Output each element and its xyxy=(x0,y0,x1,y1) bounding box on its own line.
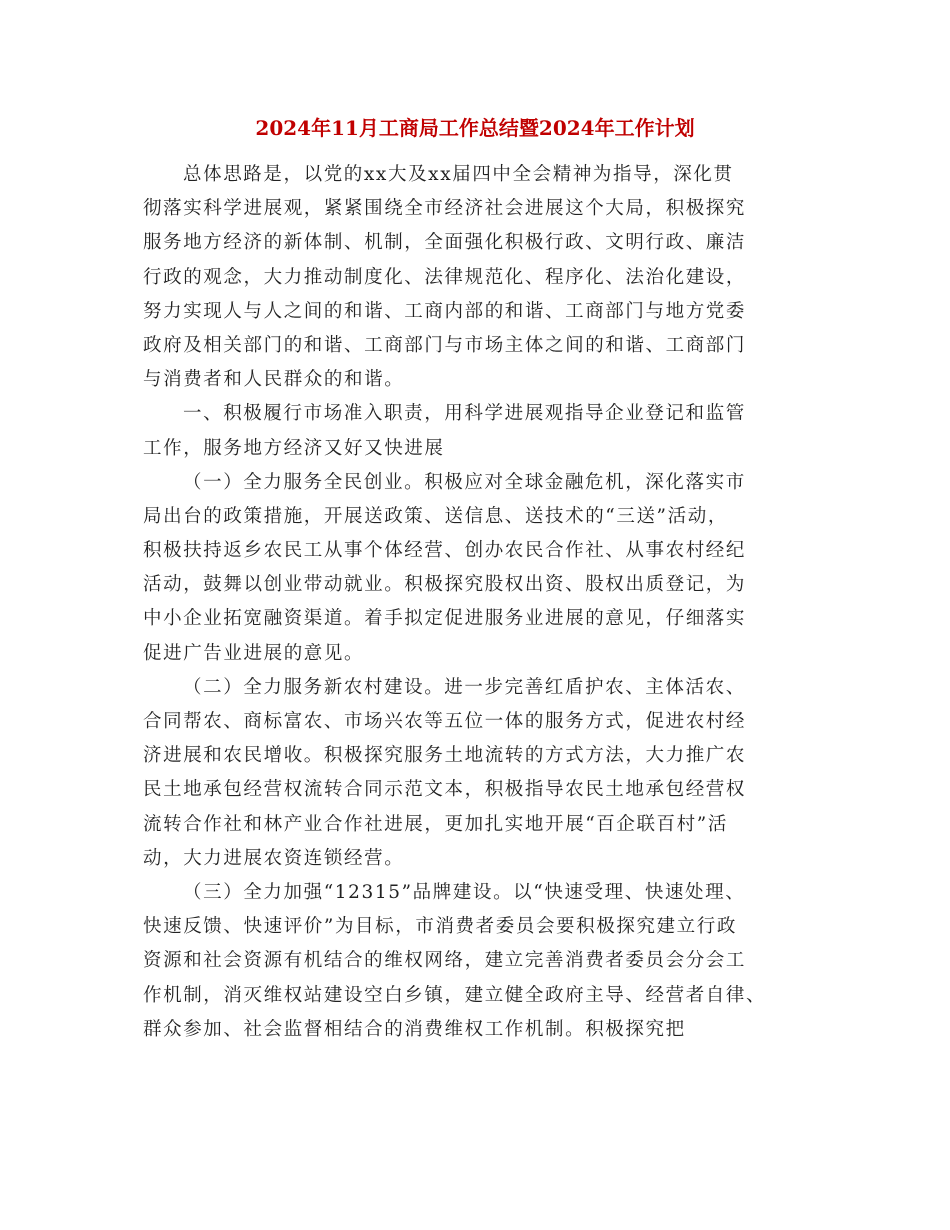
paragraph-line: （一）全力服务全民创业。积极应对全球金融危机，深化落实市 xyxy=(183,471,746,493)
paragraph-line: 服务地方经济的新体制、机制，全面强化积极行政、文明行政、廉洁 xyxy=(143,232,747,254)
paragraph-line: （二）全力服务新农村建设。进一步完善红盾护农、主体活农、 xyxy=(183,676,746,698)
paragraph-line: 政府及相关部门的和谐、工商部门与市场主体之间的和谐、工商部门 xyxy=(143,334,747,356)
paragraph-line: 促进广告业进展的意见。 xyxy=(143,642,365,664)
paragraph-line: 与消费者和人民群众的和谐。 xyxy=(143,369,405,391)
document-body xyxy=(143,158,823,1047)
paragraph-line: （三）全力加强“12315”品牌建设。以“快速受理、快速处理、 xyxy=(183,881,746,903)
paragraph-line: 动，大力进展农资连锁经营。 xyxy=(143,847,405,869)
paragraph-line: 作机制，消灭维权站建设空白乡镇，建立健全政府主导、经营者自律、 xyxy=(143,984,767,1006)
paragraph-item-2 xyxy=(143,671,823,876)
paragraph-line: 快速反馈、快速评价”为目标，市消费者委员会要积极探究建立行政 xyxy=(143,916,737,938)
paragraph-line: 局出台的政策措施，开展送政策、送信息、送技术的“三送”活动， xyxy=(143,505,728,527)
paragraph-item-1 xyxy=(143,466,823,671)
section-heading-one xyxy=(143,397,823,465)
paragraph-line: 总体思路是，以党的xx大及xx届四中全会精神为指导，深化贯 xyxy=(183,164,734,185)
paragraph-line: 积极扶持返乡农民工从事个体经营、创办农民合作社、从事农村经纪 xyxy=(143,540,747,562)
paragraph-line: 资源和社会资源有机结合的维权网络，建立完善消费者委员会分会工 xyxy=(143,950,747,972)
paragraph-line: 努力实现人与人之间的和谐、工商内部的和谐、工商部门与地方党委 xyxy=(143,300,747,322)
paragraph-line: 民土地承包经营权流转合同示范文本，积极指导农民土地承包经营权 xyxy=(143,779,747,801)
paragraph-line: 行政的观念，大力推动制度化、法律规范化、程序化、法治化建设， xyxy=(143,266,747,288)
paragraph-line: 中小企业拓宽融资渠道。着手拟定促进服务业进展的意见，仔细落实 xyxy=(143,608,747,630)
paragraph-line: 流转合作社和林产业合作社进展，更加扎实地开展“百企联百村”活 xyxy=(143,813,728,835)
paragraph-line: 群众参加、社会监督相结合的消费维权工作机制。积极探究把 xyxy=(143,1018,686,1040)
paragraph-line: 济进展和农民增收。积极探究服务土地流转的方式方法，大力推广农 xyxy=(143,745,747,767)
paragraph-line: 彻落实科学进展观，紧紧围绕全市经济社会进展这个大局，积极探究 xyxy=(143,198,747,220)
paragraph-item-3 xyxy=(143,876,823,1047)
paragraph-line: 活动，鼓舞以创业带动就业。积极探究股权出资、股权出质登记，为 xyxy=(143,574,747,596)
paragraph-line: 工作，服务地方经济又好又快进展 xyxy=(143,437,445,459)
paragraph-line: 合同帮农、商标富农、市场兴农等五位一体的服务方式，促进农村经 xyxy=(143,711,747,732)
paragraph-line: 一、积极履行市场准入职责，用科学进展观指导企业登记和监管 xyxy=(183,403,746,425)
paragraph-overall-approach xyxy=(143,158,823,397)
document-title: 2024年11月工商局工作总结暨2024年工作计划 xyxy=(255,116,695,140)
